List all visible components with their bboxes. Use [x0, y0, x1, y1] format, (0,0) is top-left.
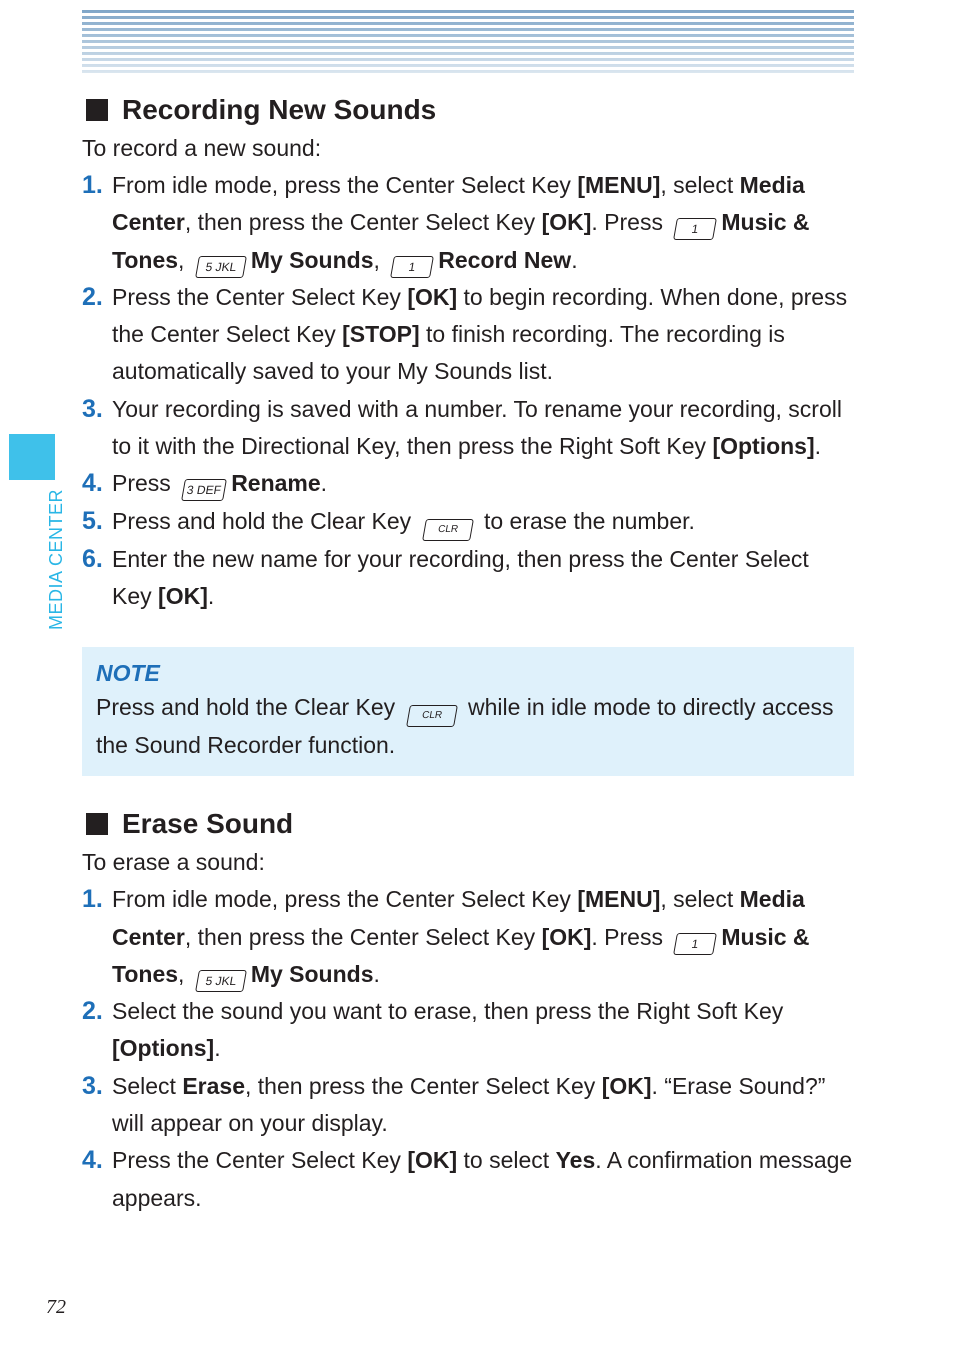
step-item: 2. Select the sound you want to erase, then press the Right Soft Key [Options].: [82, 997, 784, 1062]
page-number: 72: [46, 1296, 66, 1318]
erase-sound-section: [82, 804, 854, 1217]
step-item: 3. Select Erase, then press the Center Select Key [OK]. “Erase Sound?” will appear on your display.: [82, 1071, 826, 1137]
step-item: 1. From idle mode, press the Center Select Key [MENU], select Media Center, then press the Center Select Key [OK]. Press 1 Music & Tones, 5 JKL My Sounds, 1 Record New.: [82, 167, 854, 279]
clear-key-icon: CLR: [422, 519, 474, 541]
key-3-icon: 3 DEF: [181, 479, 227, 501]
section-intro: To erase a sound:: [82, 849, 265, 876]
key-1-icon: 1: [390, 256, 434, 278]
section-side-label: MEDIA CENTER: [46, 488, 66, 630]
section-heading-recording: Recording New Sounds: [82, 90, 854, 130]
step-item: 4. Press 3 DEF Rename.: [82, 465, 854, 502]
recording-steps: [82, 167, 854, 615]
header-stripes: [82, 10, 854, 76]
section-heading-erase: Erase Sound: [82, 804, 854, 844]
step-item: 6. Enter the new name for your recording, then press the Center Select Key [OK].: [82, 544, 809, 609]
erase-steps: [82, 881, 854, 1217]
square-bullet-icon: [86, 813, 108, 835]
note-title: NOTE: [96, 660, 160, 687]
section-tab-marker: [9, 434, 55, 480]
key-5-icon: 5 JKL: [195, 970, 247, 992]
step-item: 3. Your recording is saved with a number. To rename your recording, scroll to it with the Directional Key, then press the Right Soft Key [Options].: [82, 394, 842, 460]
step-item: 4. Press the Center Select Key [OK] to select Yes. A confirmation message appears.: [82, 1146, 853, 1211]
page-content: [82, 90, 854, 1217]
clear-key-icon: CLR: [406, 705, 458, 727]
step-item: 5. Press and hold the Clear Key CLR to erase the number.: [82, 503, 854, 541]
note-box: [82, 647, 854, 776]
section-intro: To record a new sound:: [82, 135, 322, 161]
step-item: 2. Press the Center Select Key [OK] to begin recording. When done, press the Center Select Key [STOP] to finish recording. The recording is automatically saved to your My Sounds list.: [82, 282, 848, 385]
key-1-icon: 1: [673, 218, 717, 240]
square-bullet-icon: [86, 99, 108, 121]
key-1-icon: 1: [673, 933, 717, 955]
key-5-icon: 5 JKL: [195, 256, 247, 278]
step-item: 1. From idle mode, press the Center Select Key [MENU], select Media Center, then press the Center Select Key [OK]. Press 1 Music & Tones, 5 JKL My Sounds.: [82, 881, 854, 993]
note-text: Press and hold the Clear Key CLR while in idle mode to directly access the Sound Recorder function.: [96, 694, 834, 759]
